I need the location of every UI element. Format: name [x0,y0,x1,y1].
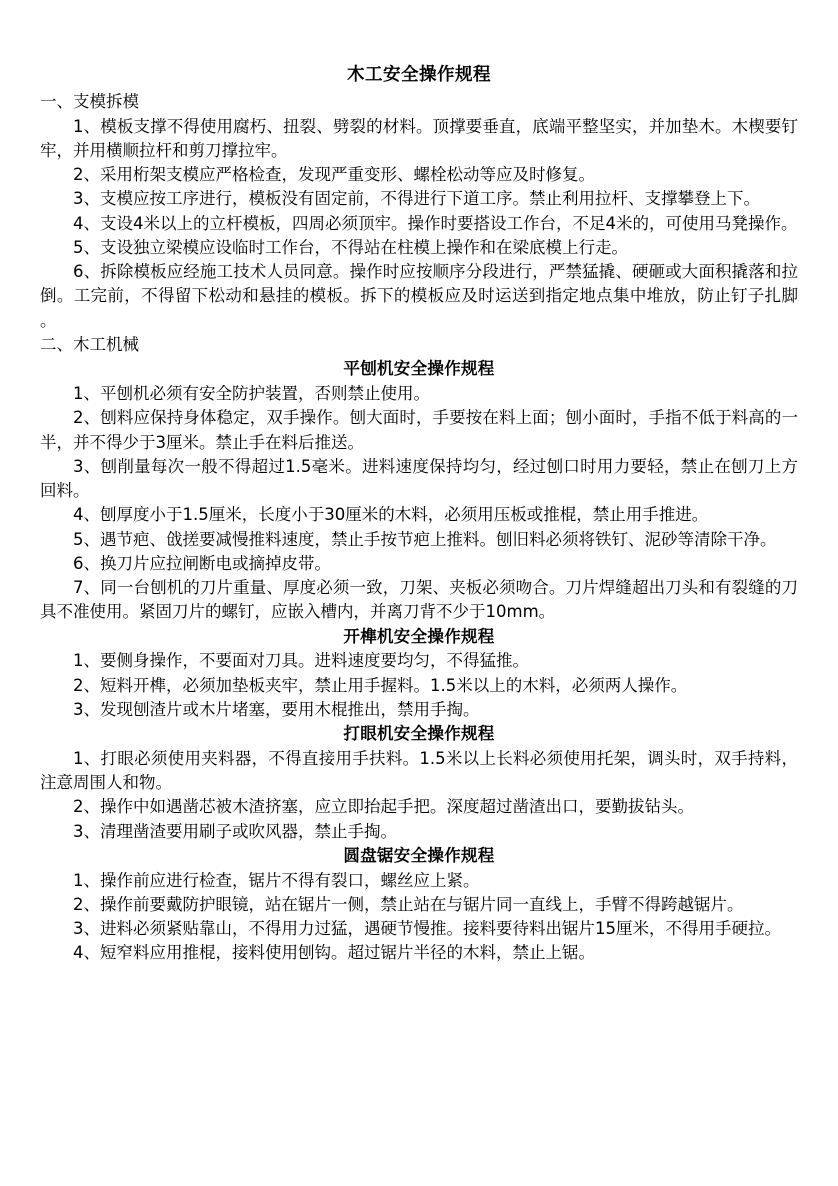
paragraph: 3、发现刨渣片或木片堵塞，要用木棍推出，禁用手掏。 [73,699,480,719]
subsection-heading: 开榫机安全操作规程 [343,626,495,646]
paragraph: 2、操作前要戴防护眼镜，站在锯片一侧，禁止站在与锯片同一直线上，手臂不得跨越锯片。 [73,894,744,914]
paragraph: 3、支模应按工序进行，模板没有固定前，不得进行下道工序。禁止利用拉杆、支撑攀登上下。 [73,189,760,209]
subsection-heading: 打眼机安全操作规程 [343,724,495,744]
paragraph: 1、操作前应进行检查，锯片不得有裂口，螺丝应上紧。 [73,870,480,890]
paragraph: 5、支设独立梁模应设临时工作台，不得站在柱模上操作和在梁底模上行走。 [73,237,628,257]
paragraph: 2、刨料应保持身体稳定，双手操作。刨大面时，手要按在料上面；刨小面时，手指不低于料高的一半，并不得少于3厘米。禁止手在料后推送。 [40,408,798,452]
paragraph: 3、清理凿渣要用刷子或吹风器，禁止手掏。 [73,821,397,841]
subsection-heading: 圆盘锯安全操作规程 [343,845,495,865]
paragraph: 1、要侧身操作，不要面对刀具。进料速度要均匀，不得猛推。 [73,651,529,671]
paragraph: 1、平刨机必须有安全防护装置，否则禁止使用。 [73,384,430,404]
paragraph: 6、拆除模板应经施工技术人员同意。操作时应按顺序分段进行，严禁猛撬、硬砸或大面积撬落和拉倒。工完前，不得留下松动和悬挂的模板。拆下的模板应及时运送到指定地点集中堆放，防止钉子扎脚 。 [40,262,798,330]
paragraph: 2、采用桁架支模应严格检查，发现严重变形、螺栓松动等应及时修复。 [73,165,595,185]
paragraph: 2、操作中如遇凿芯被木渣挤塞，应立即抬起手把。深度超过凿渣出口，要勤拔钻头。 [73,797,694,817]
paragraph: 6、换刀片应拉闸断电或摘掉皮带。 [73,553,331,573]
paragraph: 1、打眼必须使用夹料器，不得直接用手扶料。1.5米以上长料必须使用托架，调头时，双手持料，注意周围人和物。 [40,748,798,793]
subsection-heading: 平刨机安全操作规程 [343,359,495,379]
section-heading: 一、支模拆模 [40,92,139,112]
paragraph: 4、支设4米以上的立杆模板，四周必须顶牢。操作时要搭设工作台，不足4米的，可使用马凳操作。 [73,213,798,233]
paragraph: 1、模板支撑不得使用腐朽、扭裂、劈裂的材料。顶撑要垂直，底端平整坚实，并加垫木。木楔要钉牢，并用横顺拉杆和剪刀撑拉牢。 [40,116,798,160]
paragraph: 3、刨削量每次一般不得超过1.5毫米。进料速度保持均匀，经过刨口时用力要轻，禁止在刨刀上方回料。 [40,456,798,501]
page-title: 木工安全操作规程 [347,65,491,85]
paragraph: 5、遇节疤、戗搓要减慢推料速度，禁止手按节疤上推料。刨旧料必须将铁钉、泥砂等清除干净。 [73,529,777,549]
document-body [40,90,798,965]
paragraph: 3、进料必须紧贴靠山，不得用力过猛，遇硬节慢推。接料要待料出锯片15厘米，不得用手硬拉。 [73,919,781,939]
paragraph: 4、短窄料应用推棍，接料使用刨钩。超过锯片半径的木料，禁止上锯。 [73,943,595,963]
paragraph: 7、同一台刨机的刀片重量、厚度必须一致，刀架、夹板必须吻合。刀片焊缝超出刀头和有裂缝的刀具不准使用。紧固刀片的螺钉，应嵌入槽内，并离刀背不少于10mm。 [40,578,798,622]
section-heading: 二、木工机械 [40,334,139,354]
paragraph: 2、短料开榫，必须加垫板夹牢，禁止用手握料。1.5米以上的木料，必须两人操作。 [73,675,688,695]
paragraph: 4、刨厚度小于1.5厘米，长度小于30厘米的木料，必须用压板或推棍，禁止用手推进。 [73,505,709,525]
